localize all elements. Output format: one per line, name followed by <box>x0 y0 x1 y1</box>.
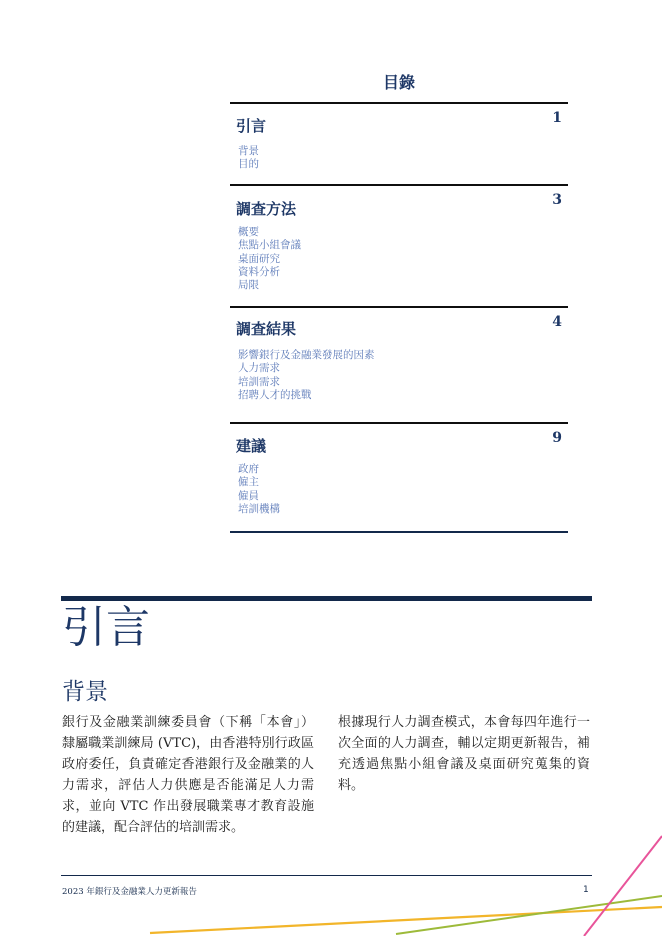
toc-title: 目錄 <box>382 73 415 92</box>
toc-page-number: 9 <box>552 430 562 446</box>
toc-item[interactable]: 局限 <box>238 279 259 292</box>
deco-yellow-line <box>150 907 662 933</box>
section-subtitle: 背景 <box>62 679 108 705</box>
footer-report-name: 2023 年銀行及金融業人力更新報告 <box>62 887 197 897</box>
deco-green-line <box>396 896 662 934</box>
toc-item[interactable]: 培訓機構 <box>238 502 280 515</box>
deco-pink-line <box>584 836 662 936</box>
toc-item[interactable]: 政府 <box>238 463 259 475</box>
toc-page-number: 1 <box>552 110 562 126</box>
chapter-title: 引言 <box>62 602 150 653</box>
body-paragraph-right: 根據現行人力調查模式，本會每四年進行一次全面的人力調查，輔以定期更新報告，補充透過焦點小組會議及桌面研究蒐集的資料。 <box>338 715 590 793</box>
toc-item[interactable]: 人力需求 <box>238 362 280 375</box>
toc-heading[interactable]: 建議 <box>236 437 267 455</box>
toc-item[interactable]: 概要 <box>238 226 259 238</box>
toc-item[interactable]: 僱主 <box>238 476 259 489</box>
toc-item[interactable]: 影響銀行及金融業發展的因素 <box>238 349 375 361</box>
toc-heading[interactable]: 調查方法 <box>236 200 297 218</box>
toc-item[interactable]: 桌面研究 <box>238 252 280 265</box>
toc-item[interactable]: 目的 <box>238 158 259 171</box>
toc-page-number: 4 <box>552 314 562 330</box>
footer-page-number: 1 <box>583 885 589 895</box>
toc-item[interactable]: 背景 <box>238 145 259 157</box>
toc-item[interactable]: 招聘人才的挑戰 <box>238 388 312 401</box>
toc-item[interactable]: 培訓需求 <box>238 375 280 388</box>
toc-item[interactable]: 資料分析 <box>238 265 280 278</box>
toc-page-number: 3 <box>552 192 562 208</box>
toc-item[interactable]: 焦點小組會議 <box>238 239 301 252</box>
toc-heading[interactable]: 引言 <box>236 117 267 135</box>
toc-item[interactable]: 僱員 <box>238 489 259 502</box>
toc-heading[interactable]: 調查結果 <box>236 320 297 338</box>
body-paragraph-left: 銀行及金融業訓練委員會（下稱「本會」）隸屬職業訓練局 (VTC)，由香港特別行政區政府委任，負責確定香港銀行及金融業的人力需求，評估人力供應是否能滿足人力需求，並向 VTC 作出發展職業專才教育設施的建議，配合評估的培訓需求。 <box>62 715 314 835</box>
